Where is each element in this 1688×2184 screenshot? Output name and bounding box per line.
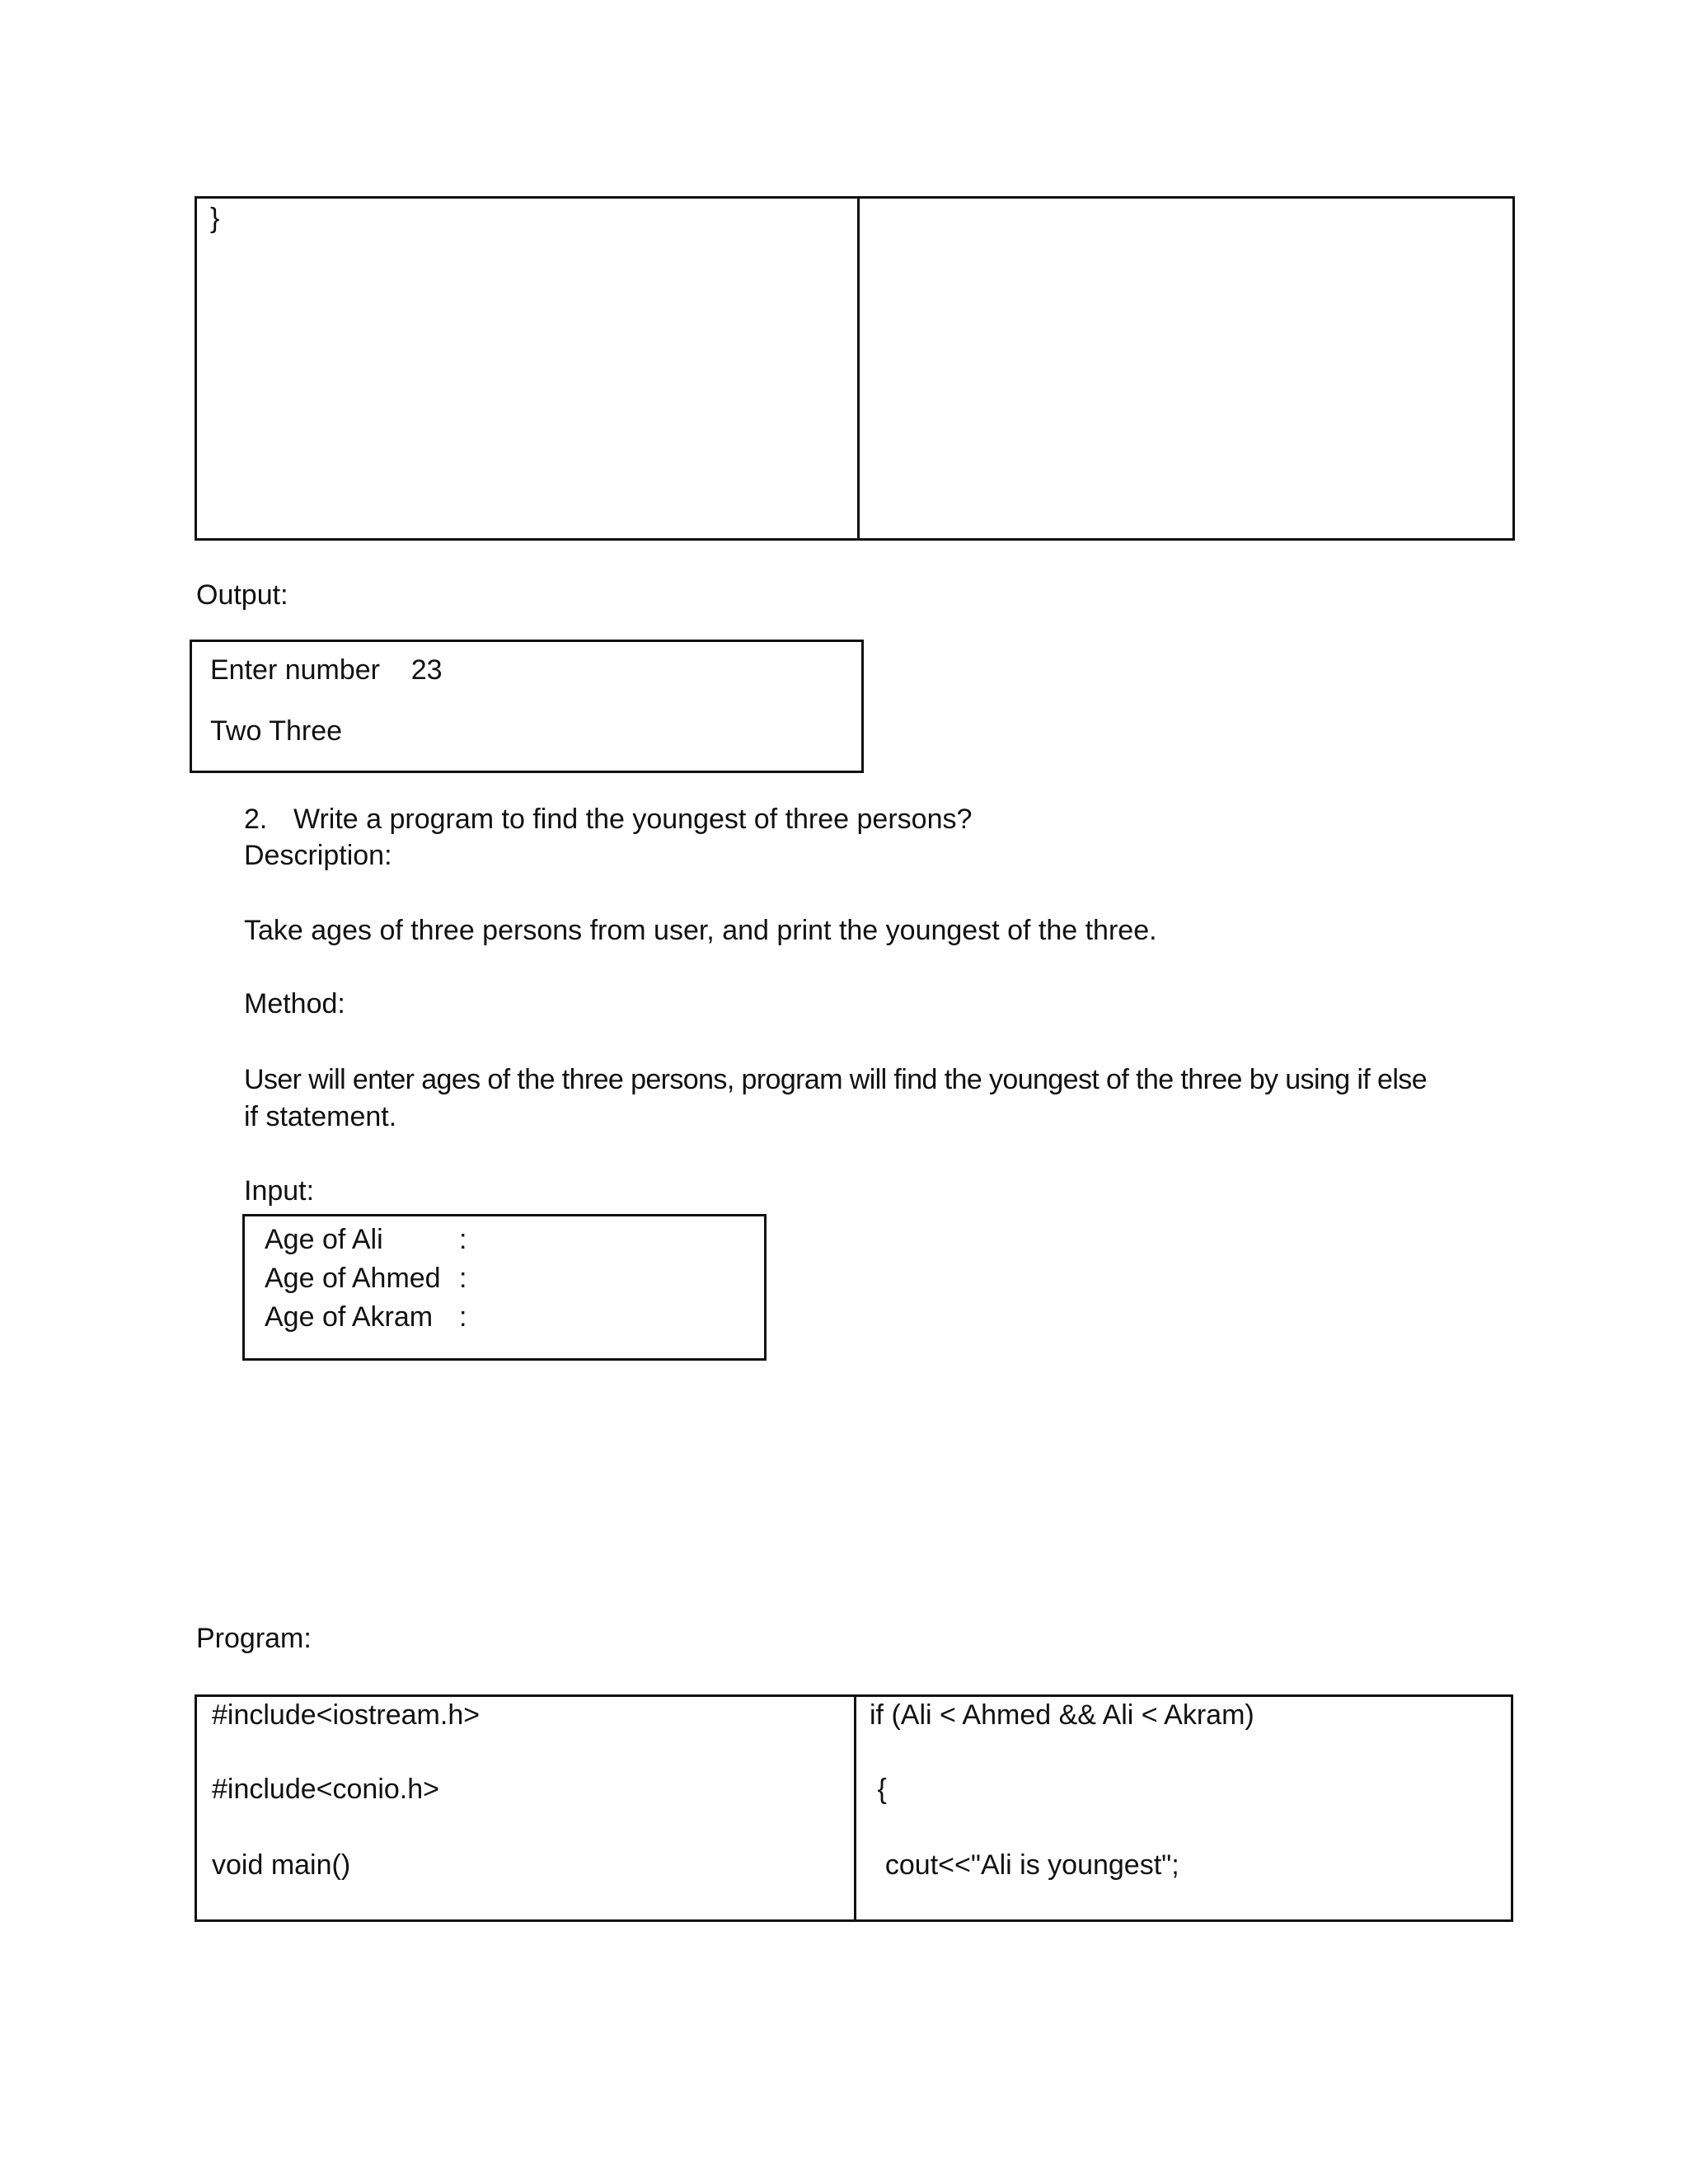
input-label: Age of Akram [265,1301,434,1333]
top-table-divider [857,199,860,538]
method-text-line2: if statement. [244,1101,397,1132]
method-heading: Method: [244,988,345,1019]
description-heading: Description: [244,840,392,871]
program-right-line: cout<<"Ali is youngest"; [870,1849,1179,1881]
question-text: Write a program to find the youngest of three persons? [293,804,973,835]
description-text: Take ages of three persons from user, and print the youngest of the three. [244,915,1157,946]
program-right-line: if (Ali < Ahmed && Ali < Akram) [870,1699,1254,1731]
top-code-table [195,196,1515,541]
input-label: Age of Ahmed [265,1263,441,1294]
program-left-line: void main() [212,1849,351,1881]
program-table-divider [854,1697,856,1919]
input-label: Age of Ali [265,1224,383,1255]
input-box [242,1214,767,1361]
output-line: Enter number 23 [210,654,443,686]
top-table-left-line: } [210,203,220,234]
question-number: 2. [244,804,268,835]
output-heading: Output: [196,579,288,611]
program-heading: Program: [196,1623,312,1654]
output-box [190,640,864,773]
input-separator: : [459,1263,467,1294]
program-right-line: { [870,1774,887,1805]
input-separator: : [459,1224,467,1255]
program-left-line: #include<conio.h> [212,1774,440,1805]
input-heading: Input: [244,1175,315,1207]
input-separator: : [459,1301,467,1333]
program-left-line: #include<iostream.h> [212,1699,481,1731]
program-table [195,1694,1513,1922]
output-line: Two Three [210,715,343,747]
method-text-line1: User will enter ages of the three persons, program will find the youngest of the three by using if else [244,1064,1427,1095]
